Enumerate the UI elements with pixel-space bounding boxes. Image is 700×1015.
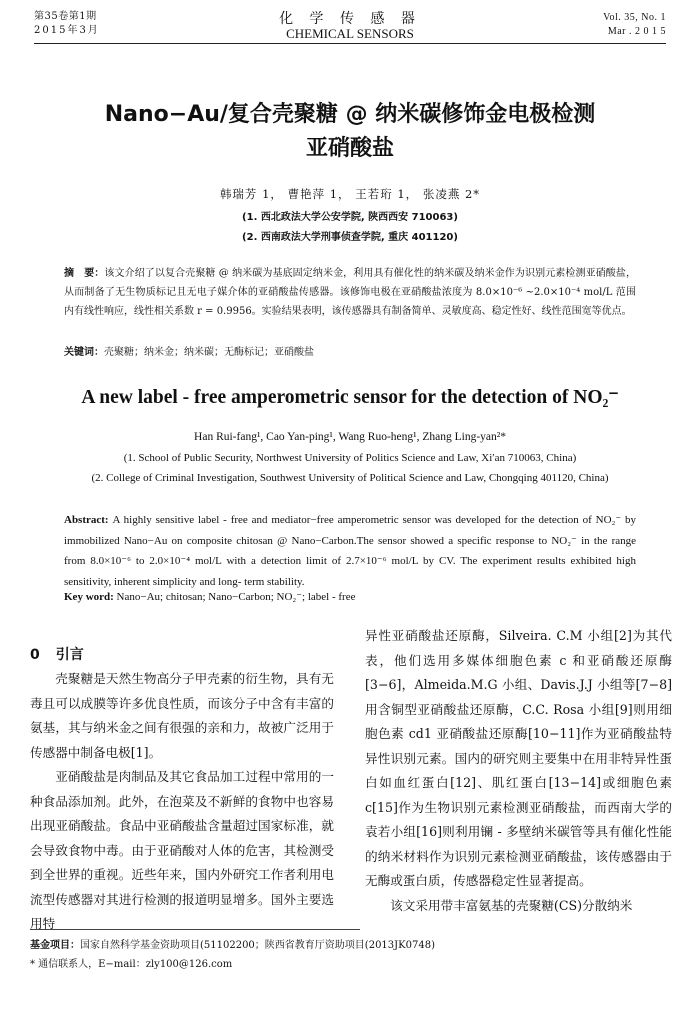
header-volume-cn: 第35卷第1期 — [34, 11, 97, 22]
header-date-cn: 2015年3月 — [34, 25, 100, 36]
right-paragraph-2: 该文采用带丰富氨基的壳聚糖(CS)分散纳米 — [390, 897, 633, 913]
abstract-cn — [64, 264, 636, 321]
keywords-en-text: Nano−Au; chitosan; Nano−Carbon; NO₂⁻; label - free — [116, 591, 356, 603]
affiliation-en-1: (1. School of Public Security, Northwest University of Politics Science and Law, Xi′an 710063, China) — [123, 452, 577, 464]
keywords-cn — [64, 343, 636, 362]
title-en: A new label - free amperometric sensor for the detection of NO₂⁻ — [81, 387, 619, 408]
affiliation-cn-1: (1. 西北政法大学公安学院, 陕西西安 710063) — [242, 212, 458, 223]
right-paragraph-1: 异性亚硝酸盐还原酶，Silveira. C.M 小组[2]为其代表，他们选用多媒体细胞色素 c 和亚硝酸还原酶[3−6]，Almeida.M.G 小组、Davis.J.J 小组等[7−8]用含铜型亚硝酸盐还原酶，C.C. Rosa 小组[9]则用细胞色素 cd1 亚硝酸盐还原酶[10−11]作为亚硝酸盐特异性识别元素。国内的研究则主要集中在用非特异性蛋白如血红蛋白[12]、肌红蛋白[13−14]或细胞色素 c[15]作为生物识别元素检测亚硝酸盐，而西南大学的袁若小组[16]则利用镧 - 多壁纳米碳管等具有催化性能的纳米材料作为识别元素检测亚硝酸盐，该传感器由于无酶或蛋白质，传感器稳定性显著提高。 — [365, 628, 672, 888]
keywords-en — [64, 587, 636, 608]
footnote-fund — [30, 936, 650, 955]
abstract-cn-label: 摘 要： — [64, 268, 105, 279]
footnote-rule — [30, 929, 360, 930]
header-journal-en: CHEMICAL SENSORS — [286, 26, 414, 41]
left-paragraph-1: 壳聚糖是天然生物高分子甲壳素的衍生物，具有无毒且可以成膜等许多优良性质，而该分子中含有丰富的氨基，其与纳米金之间有很强的亲和力，故被广泛用于传感器中制备电极[1]。 — [30, 671, 334, 760]
section-number: 0 — [30, 647, 40, 663]
title-cn-line1: Nano−Au/复合壳聚糖 @ 纳米碳修饰金电极检测 — [104, 102, 596, 127]
authors-cn: 韩瑞芳 1， 曹艳萍 1， 王若珩 1， 张凌燕 2* — [219, 187, 481, 201]
abstract-en-label: Abstract: — [64, 514, 109, 526]
right-column — [365, 624, 672, 918]
keywords-cn-text: 壳聚糖；纳米金；纳米碳；无酶标记；亚硝酸盐 — [104, 347, 314, 358]
footnote-fund-text: 国家自然科学基金资助项目(51102200；陕西省教育厅资助项目(2013JK0748) — [80, 940, 435, 951]
keywords-en-label: Key word: — [64, 591, 114, 603]
abstract-cn-text: 该文介绍了以复合壳聚糖 @ 纳米碳为基底固定纳米金，利用具有催化性的纳米碳及纳米金作为识别元素检测亚硝酸盐，从而制备了无生物质标记且无电子媒介体的亚硝酸盐传感器。该修饰电极在亚硝酸盐浓度为 8.0×10⁻⁶ ~2.0×10⁻⁴ mol/L 范围内有线性响应，线性相关系数 r = 0.9956。实验结果表明，该传感器具有制备简单、灵敏度高、稳定性好、线性范围宽等优点。 — [64, 268, 637, 317]
left-column — [30, 667, 334, 937]
title-cn-line2: 亚硝酸盐 — [305, 136, 394, 161]
header-date-en: Mar . 2 0 1 5 — [607, 26, 666, 37]
authors-en: Han Rui-fang¹, Cao Yan-ping¹, Wang Ruo-heng¹, Zhang Ling-yan²* — [194, 431, 506, 443]
header-rule — [34, 43, 666, 44]
section-title: 引言 — [55, 647, 84, 663]
affiliation-en-2: (2. College of Criminal Investigation, Southwest University of Political Science and Law, Chongqing 401120, China) — [91, 472, 609, 484]
header-journal-cn: 化 学 传 感 器 — [279, 11, 421, 27]
footnote-contact: * 通信联系人，E−mail：zly100@126.com — [30, 959, 233, 970]
affiliation-cn-2: (2. 西南政法大学刑事侦查学院, 重庆 401120) — [242, 232, 458, 243]
footnote-fund-label: 基金项目： — [30, 940, 80, 951]
abstract-en-text: A highly sensitive label - free and mediator−free amperometric sensor was developed for the detection of NO₂⁻ by immobilized Nano−Au on composite chitosan @ Nano−Carbon.The sensor showed a specific response to NO₂⁻ in the range from 8.0×10⁻⁶ to 2.0×10⁻⁴ mol/L with a detection limit of 2.7×10⁻⁶ mol/L by CV. The experiment results exhibited high sensitivity, inherent simplicity and long- term stability. — [64, 514, 637, 588]
section-heading — [30, 644, 84, 664]
keywords-cn-label: 关键词： — [64, 347, 104, 358]
header-volume-en: Vol. 35, No. 1 — [603, 12, 666, 23]
abstract-en — [64, 510, 636, 592]
left-paragraph-2: 亚硝酸盐是肉制品及其它食品加工过程中常用的一种食品添加剂。此外，在泡菜及不新鲜的食物中也容易出现亚硝酸盐。食品中亚硝酸盐含量超过国家标准，就会导致食物中毒。由于亚硝酸对人体的危害，其检测受到全世界的重视。近些年来，国内外研究工作者利用电流型传感器对其进行检测的报道明显增多。国外主要选用特 — [30, 769, 334, 931]
